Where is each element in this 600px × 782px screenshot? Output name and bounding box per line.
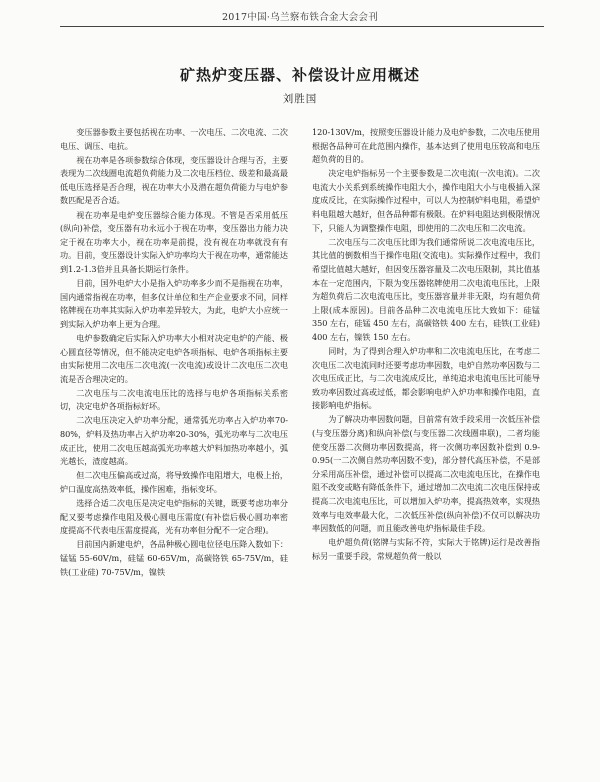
article-author: 刘胜国 <box>282 93 318 105</box>
header-rule <box>60 26 544 27</box>
paragraph: 电炉超负荷(铭牌与实际不符，实际大于铭牌)运行是改善指标另一重要手段，常规超负荷一般以 <box>312 537 540 561</box>
paragraph: 目前国内新建电炉，各品种极心圆电位径电压降入数如下：锰锰 55-60V/m，硅锰 60-65V/m，高碳铬铁 65-75V/m，硅铁(工业硅) 70-75V/m，镍铁 <box>60 539 288 577</box>
paragraph: 二次电压决定入炉功率分配，通常弧光功率占入炉功率70-80%，炉料及热功率占入炉功率20-30%，弧光功率与二次电压成正比，使用二次电压越高弧光功率越大炉料加热功率越小，弧光越长，渣度越高。 <box>60 415 288 467</box>
article-title: 矿热炉变压器、补偿设计应用概述 <box>179 66 420 84</box>
paragraph: 但二次电压偏高或过高，将导致操作电阻增大，电极上抬，炉口温度高热效率低，操作困难，指标变坏。 <box>60 470 288 494</box>
paragraph: 变压器参数主要包括视在功率、一次电压、二次电流、二次电压、调压、电抗。 <box>60 127 288 151</box>
paragraph: 视在功率是电炉变压器综合能力体现。不管是否采用低压(纵向)补偿，变压器有功永远小于视在功率，变压器出力能力决定于视在功率大小，视在功率是前提，没有视在功率就没有有功。目前，变压器设计实际入炉功率均大于视在功率，通常能达到1.2-1.3倍并且具备长期运行条件。 <box>60 209 288 274</box>
paragraph: 同时，为了得到合理入炉功率和二次电流电压比，在考虑二次电压二次电流同时还要考虑功率因数，电炉自然功率因数与二次电压成正比，与二次电流成反比，单纯追求电流电压比可能导致功率因数过高或过低，都会影响电炉入炉功率和操作电阻，直接影响电炉指标。 <box>312 346 540 411</box>
right-column <box>312 126 540 564</box>
running-header: 2017中国·乌兰察布铁合金大会会刊 <box>221 12 379 23</box>
paragraph: 决定电炉指标另一个主要参数是二次电流(一次电流)。二次电流大小关系到系统操作电阻大小，操作电阻大小与电极插入深度成反比，在实际操作过程中，可以人为控制炉料电阻，希望炉料电阻越大越好，但各品种都有极限。在炉料电阻达到极限情况下，只能人为调整操作电阻，即使用的二次电压和二次电流。 <box>312 168 540 233</box>
paragraph: 选择合适二次电压是决定电炉指标的关键，既要考虑功率分配又要考虑操作电阻及极心圆电压需度(有补偿后极心圆功率密度提高不代表电压需度提高，光有功率但分配不一定合理)。 <box>60 498 288 536</box>
paragraph: 为了解决功率因数问题，目前常有效手段采用一次低压补偿(与变压器分离)和纵向补偿(与变压器二次线圈串联)，二者均能使变压器二次侧功率因数提高，将一次侧功率因数补偿到 0.9-0.95(一二次侧自然功率因数不变)，部分替代高压补偿，不是部分采用高压补偿，通过补偿可以提高二次电流电压比，在操作电阻不改变或略有降低条件下，通过增加二次电流二次电压保持或提高二次电流电压比，可以增加入炉功率，提高热效率，实现热效率与电效率最大化，二次低压补偿(纵向补偿)不仅可以解决功率因数低的问题，而且能改善电炉指标最佳手段。 <box>312 414 540 534</box>
paragraph-continued: 120-130V/m，按照变压器设计能力及电炉参数，二次电压使用根据各品种可在此范围内操作，基本达到了使用电压较高和电压超负荷的目的。 <box>312 127 540 165</box>
paragraph: 目前，国外电炉大小是指入炉功率多少而不是指视在功率，国内通常指视在功率，但多仅计单位和生产企业要求不同，同样铭牌视在功率其实际入炉功率差异较大，为此，电炉大小应统一到实际入炉功率上更为合理。 <box>60 278 288 329</box>
paragraph: 二次电压与二次电压比即为我们通常所说二次电流电压比，其比值的倒数相当于操作电阻(交流电)。实际操作过程中，我们希望比值越大越好，但因变压器容量及二次电压限制，其比值基本在一定范围内，下限为变压器铭牌使用二次电流电压比，上限为超负荷后二次电流电压比，变压器容量并非无限，均有超负荷上限(成本原因)。目前各品种二次电流电压比大致如下：硅锰 350 左右，硅锰 450 左右，高碳铬铁 400 左右，硅铁(工业硅) 400 左右，镍铁 150 左右。 <box>312 236 540 342</box>
paragraph: 二次电压与二次电流电压比的选择与电炉各项指标关系密切，决定电炉各项指标好坏。 <box>60 387 288 412</box>
paragraph: 视在功率是各项参数综合体现，变压器设计合理与否，主要表现为二次线圈电流超负荷能力及二次电压档位、级差和最高最低电压选择是否合理，视在功率大小及潜在超负荷能力与电炉参数匹配是否合适。 <box>60 154 288 206</box>
paragraph: 电炉参数确定后实际入炉功率大小相对决定电炉的产能、极心圆直径等情况，但不能决定电炉各项指标、电炉各项指标主要由实际使用二次电压二次电流(一次电流)或设计二次电压二次电流是否合理决定的。 <box>60 332 288 384</box>
left-column <box>60 126 288 580</box>
